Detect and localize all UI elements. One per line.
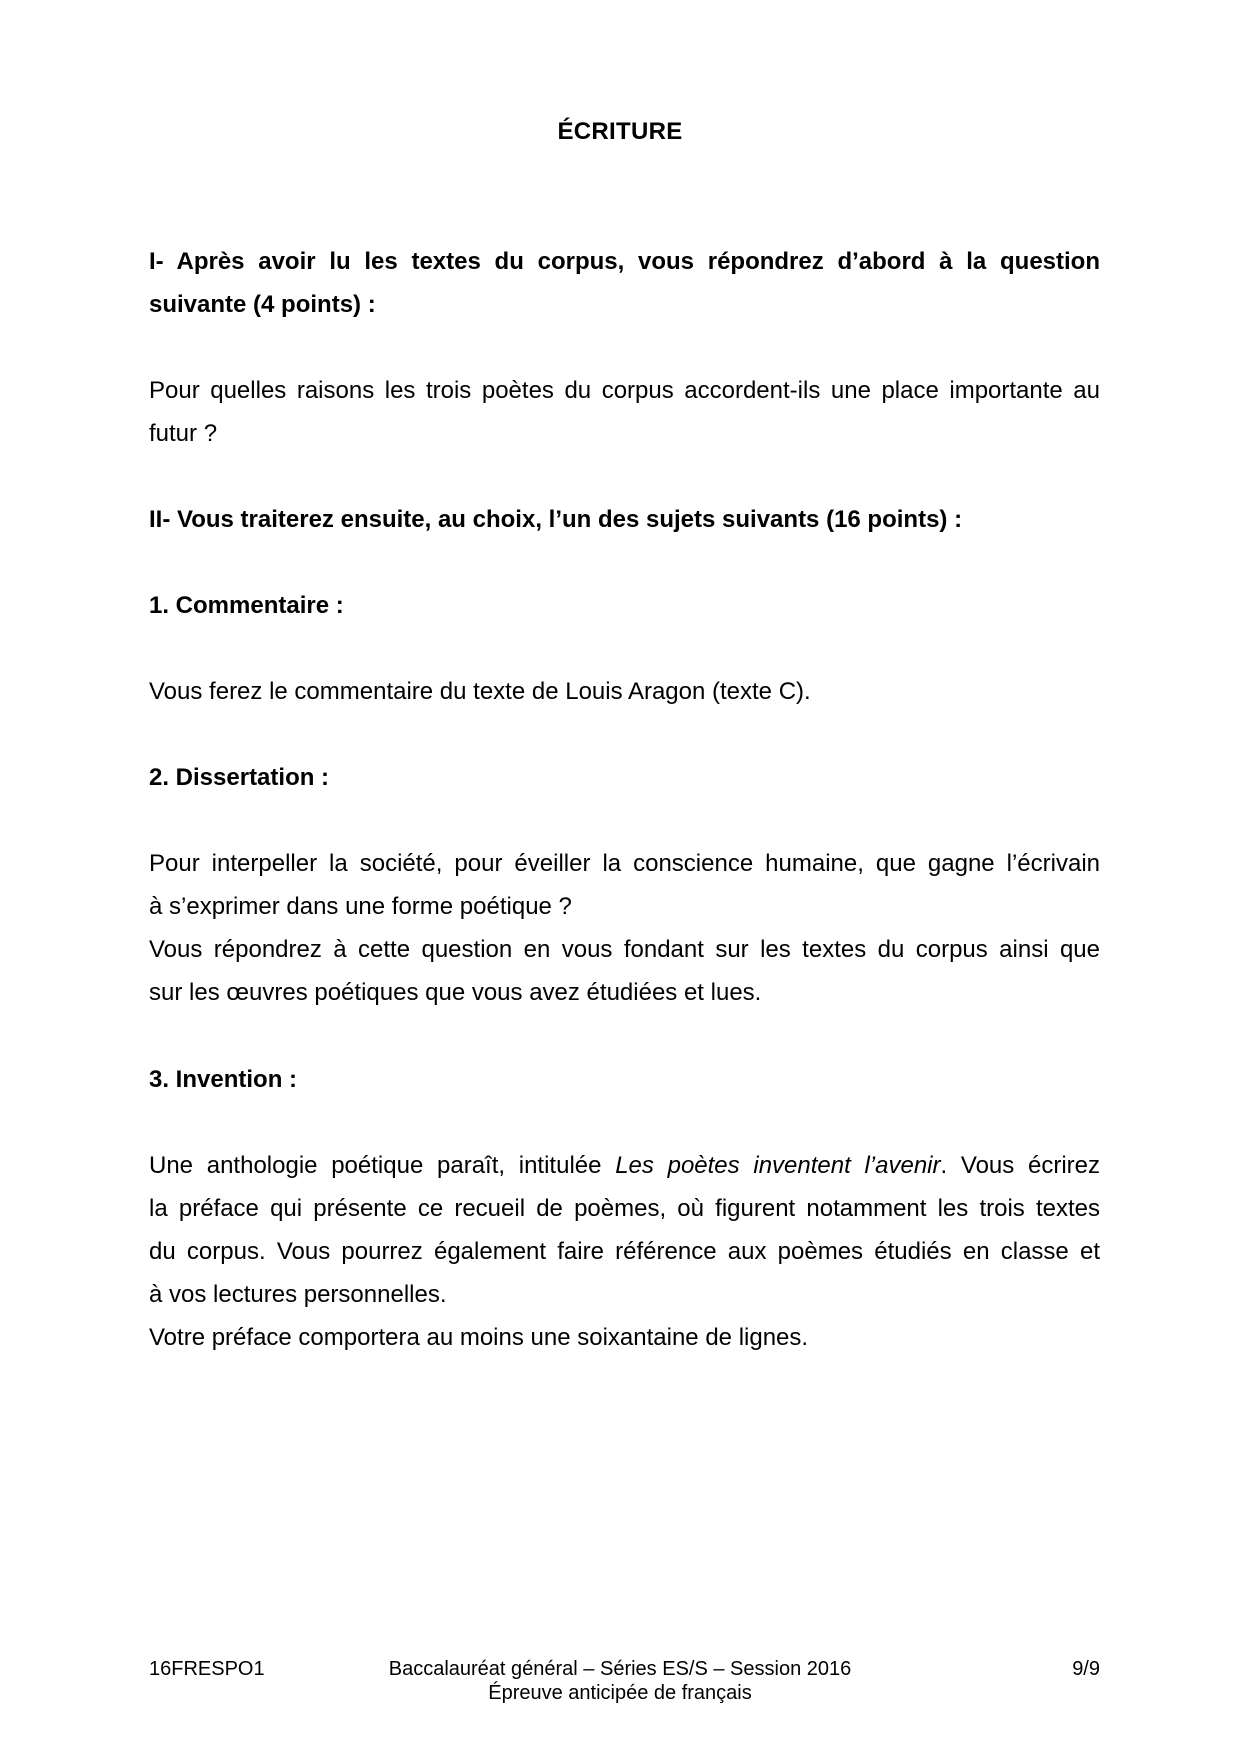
subject3-text [149,1144,1100,1359]
footer-exam-line1: Baccalauréat général – Séries ES/S – Session 2016 [388,1658,852,1680]
subject3-line1 [149,1144,1100,1187]
subject3-heading: 3. Invention : [149,1066,298,1093]
anthology-title: Les poètes inventent l’avenir [615,1152,941,1179]
subject1-text: Vous ferez le commentaire du texte de Louis Aragon (texte C). [149,678,811,705]
subject3-line4: à vos lectures personnelles. [149,1281,447,1308]
part2-heading: II- Vous traiterez ensuite, au choix, l’un des sujets suivants (16 points) : [149,506,963,533]
subject2-heading: 2. Dissertation : [149,764,330,791]
subject2-text [149,842,1100,1014]
subject3-line2: la préface qui présente ce recueil de poèmes, où figurent notamment les trois textes [149,1195,1100,1222]
footer-page-number: 9/9 [1072,1658,1100,1680]
footer-exam-code: 16FRESPO1 [149,1658,265,1680]
part1-heading-line2: suivante (4 points) : [149,291,376,318]
subject2-line1: Pour interpeller la société, pour éveiller la conscience humaine, que gagne l’écrivain [149,850,1100,877]
part1-question-line2: futur ? [149,420,218,447]
subject3-line1-after: . Vous écrirez [940,1152,1100,1179]
subject3-line1-before: Une anthologie poétique paraît, intitulée [149,1152,616,1179]
footer-exam-line2: Épreuve anticipée de français [488,1682,752,1704]
subject2-line4: sur les œuvres poétiques que vous avez étudiées et lues. [149,979,762,1006]
page-title: ÉCRITURE [557,118,683,145]
subject1-heading: 1. Commentaire : [149,592,344,619]
part1-question-line1: Pour quelles raisons les trois poètes du corpus accordent-ils une place importante au [149,377,1100,404]
footer-exam-title [0,1657,1240,1705]
subject3-line5: Votre préface comportera au moins une soixantaine de lignes. [149,1324,809,1351]
page-footer [0,1657,1240,1717]
part1-question [149,369,1100,455]
subject3-line3: du corpus. Vous pourrez également faire référence aux poèmes étudiés en classe et [149,1238,1100,1265]
part1-heading-line1: I- Après avoir lu les textes du corpus, vous répondrez d’abord à la question [149,248,1100,275]
subject2-line2: à s’exprimer dans une forme poétique ? [149,893,572,920]
subject2-line3: Vous répondrez à cette question en vous fondant sur les textes du corpus ainsi que [149,936,1100,963]
part1-heading [149,240,1100,326]
